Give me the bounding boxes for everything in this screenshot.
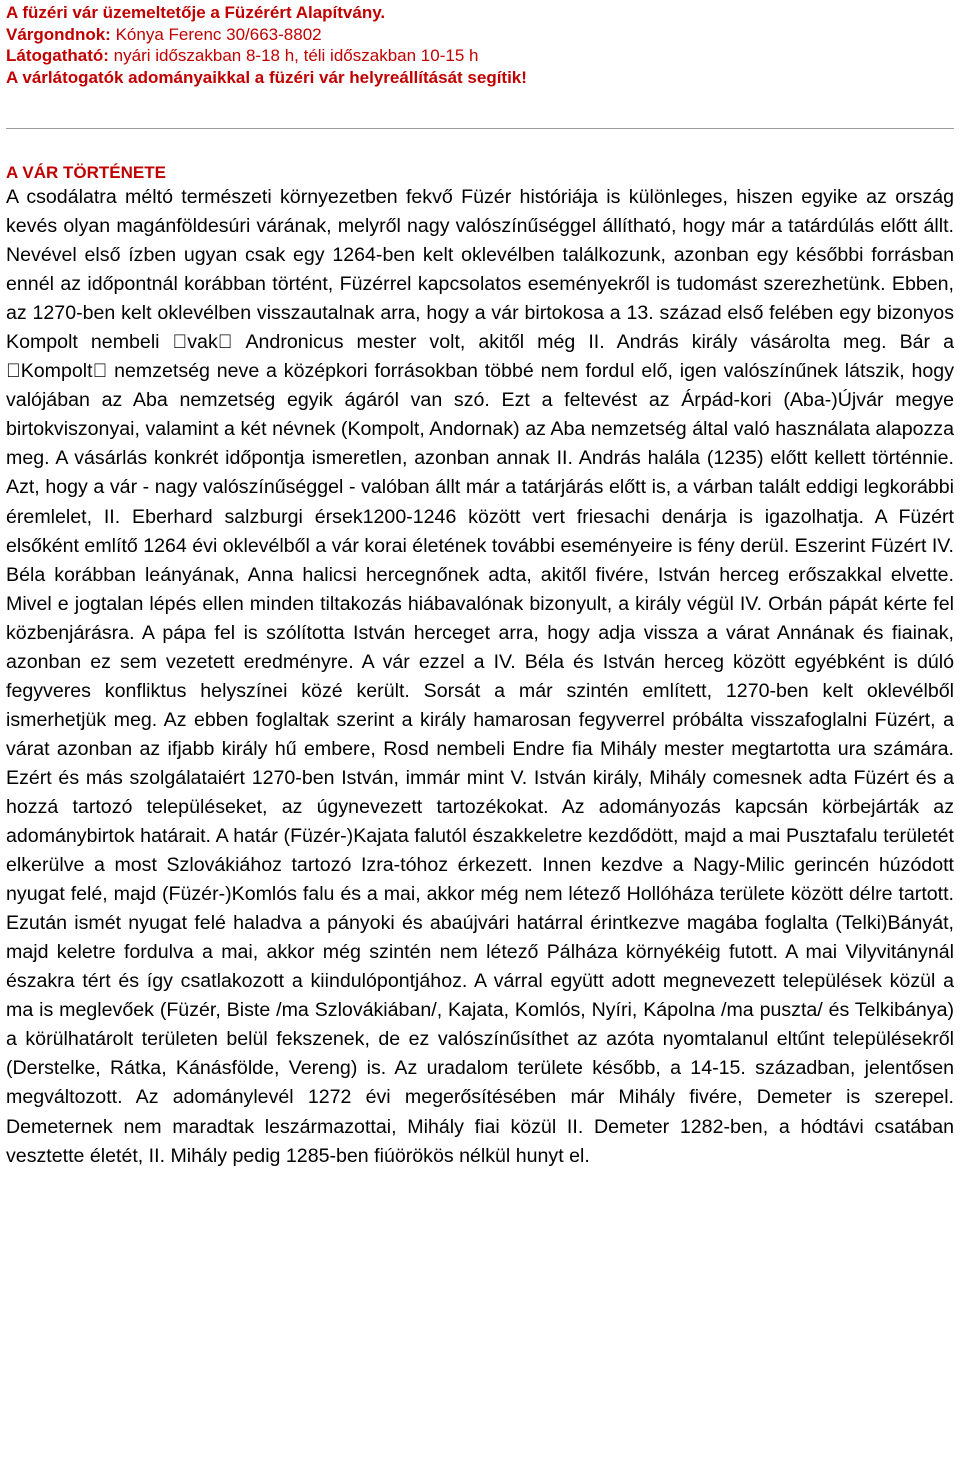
history-text [6, 183, 954, 1171]
opening-hours-label: Látogatható: [6, 46, 109, 65]
caretaker-value: Kónya Ferenc 30/663-8802 [110, 24, 322, 44]
info-header [6, 2, 954, 88]
history-paragraph: A csodálatra méltó természeti környezetben fekvő Füzér históriája is különleges, hiszen egyike az ország kevés olyan magánföldesúri várának, melyről nagy valószínűséggel állítható, hogy már a tatárdúlás előtt állt. Nevével első ízben ugyan csak egy 1264-ben kelt oklevélben találkozunk, azonban egy későbbi forrásban ennél az időpontnál korábban történt, Füzérrel kapcsolatos eseményekről is tudomást szerezhetünk. Ebben, az 1270-ben kelt oklevélben visszautalnak arra, hogy a vár birtokosa a 13. század első felében egy bizonyos Kompolt nembeli vak Andronicus mester volt, akitől még II. András király vásárolta meg. Bár a Kompolt nemzetség neve a középkori forrásokban többé nem fordul elő, igen valószínűnek látszik, hogy valójában az Aba nemzetség egyik ágáról van szó. Ezt a feltevést az Árpád-kori (Aba-)Újvár megye birtokviszonyai, valamint a két névnek (Kompolt, Andornak) az Aba nemzetség által való használata alapozza meg. A vásárlás konkrét időpontja ismeretlen, azonban annak II. András halála (1235) előtt kellett történnie. Azt, hogy a vár - nagy valószínűséggel - valóban állt már a tatárjárás előtt is, a várban talált eddigi legkorábbi éremlelet, II. Eberhard salzburgi érsek1200-1246 között vert friesachi denárja is igazolhatja. A Füzért elsőként említő 1264 évi oklevélből a vár korai életének további eseményeire is fény derül. Eszerint Füzért IV. Béla korábban leányának, Anna halicsi hercegnőnek adta, akitől fivére, István herceg erőszakkal elvette. Mivel e jogtalan lépés ellen minden tiltakozás hiábavalónak bizonyult, a király végül IV. Orbán pápát kérte fel közbenjárásra. A pápa fel is szólította István herceget arra, hogy adja vissza a várat Annának és fiainak, azonban ez sem vezetett eredményre. A vár ezzel a IV. Béla és István herceg között egyébként is dúló fegyveres konfliktus helyszínei közé került. Sorsát a már szintén említett, 1270-ben kelt oklevélből ismerhetjük meg. Az ebben foglaltak szerint a király hamarosan fegyverrel próbálta visszafoglalni Füzért, a várat azonban az ifjabb király hű embere, Rosd nembeli Endre fia Mihály mester megtartotta ura számára. Ezért és más szolgálataiért 1270-ben István, immár mint V. István király, Mihály comesnek adta Füzért és a hozzá tartozó településeket, az úgynevezett tartozékokat. Az adományozás kapcsán körbejárták az adománybirtok határait. A határ (Füzér-)Kajata falutól északkeletre kezdődött, majd a mai Pusztafalu területét elkerülve a most Szlovákiához tartozó Izra-tóhoz érkezett. Innen kezdve a Nagy-Milic gerincén húzódott nyugat felé, majd (Füzér-)Komlós falu és a mai, akkor még nem létező Hollóháza területe között délre tartott. Ezután ismét nyugat felé haladva a pányoki és abaújvári határral érintkezve magába foglalta (Telki)Bányát, majd keletre fordulva a mai, akkor még szintén nem létező Pálháza környékéig futott. A mai Vilyvitánynál északra tért és így csatlakozott a kiindulópontjához. A várral együtt adott megnevezett települések közül a ma is meglevőek (Füzér, Biste /ma Szlovákiában/, Kajata, Komlós, Nyíri, Kápolna /ma puszta/ és Telkibánya) a körülhatárolt területen belül fekszenek, de ez valószínűsíthet az azóta nyomtalanul eltűnt településekről (Derstelke, Rátka, Kánásfölde, Vereng) is. Az uradalom területe később, a 14-15. században, jelentősen megváltozott. Az adománylevél 1272 évi megerősítésében már Mihály fivére, Demeter is szerepel. Demeternek nem maradtak leszármazottai, Mihály fiai közül II. Demeter 1282-ben, a hódtávi csatában vesztette életét, II. Mihály pedig 1285-ben fiúörökös nélkül hunyt el. [6, 186, 954, 1167]
donation-line: A várlátogatók adományaikkal a füzéri vár helyreállítását segítik! [6, 67, 527, 87]
section-title: A VÁR TÖRTÉNETE [6, 163, 166, 182]
caretaker-line [6, 24, 954, 46]
caretaker-label: Várgondnok: [6, 24, 111, 44]
opening-hours-line [6, 45, 954, 67]
horizontal-divider [6, 128, 954, 129]
opening-hours-value: nyári időszakban 8-18 h, téli időszakban 10-15 h [108, 46, 479, 65]
operator-line: A füzéri vár üzemeltetője a Füzérért Alapítvány. [6, 3, 386, 22]
